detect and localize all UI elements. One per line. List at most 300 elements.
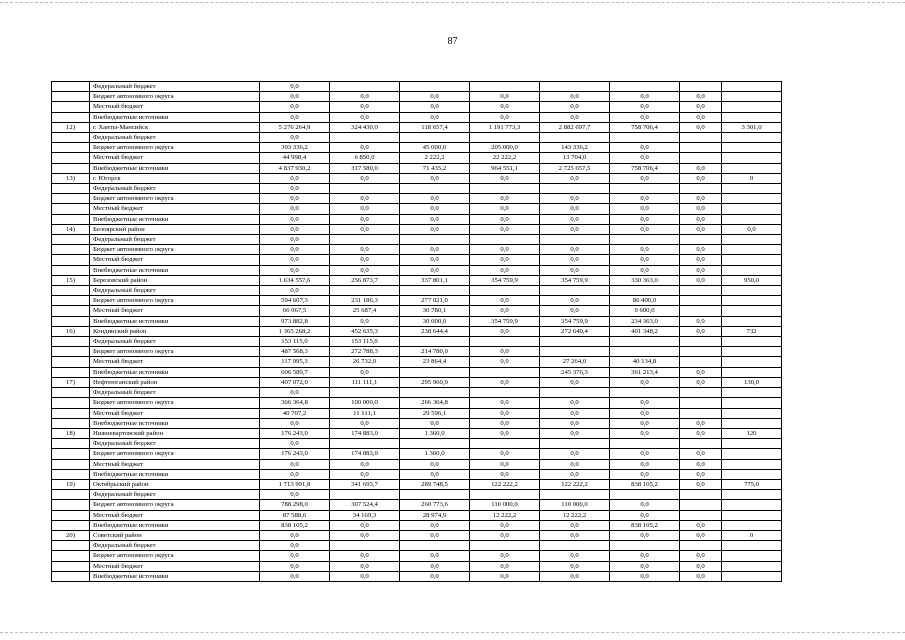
value-cell [722, 316, 782, 326]
row-number-cell [52, 133, 90, 143]
table-row [52, 316, 782, 326]
row-name-cell: Местный бюджет [90, 459, 260, 469]
value-cell: 1 634 557,6 [260, 275, 330, 285]
value-cell: 0,0 [680, 255, 722, 265]
value-cell [680, 510, 722, 520]
row-number-cell [52, 235, 90, 245]
value-cell: 0,0 [540, 296, 610, 306]
row-number-cell [52, 337, 90, 347]
value-cell: 0,0 [330, 245, 400, 255]
value-cell [722, 306, 782, 316]
value-cell: 0,0 [610, 428, 680, 438]
table-row [52, 530, 782, 540]
value-cell: 0,0 [680, 326, 722, 336]
row-name-cell: Бюджет автономного округа [90, 347, 260, 357]
table-row [52, 520, 782, 530]
value-cell: 3 301,0 [722, 122, 782, 132]
value-cell: 0,0 [722, 224, 782, 234]
row-number-cell [52, 459, 90, 469]
value-cell [400, 184, 470, 194]
value-cell: 12 222,2 [470, 510, 540, 520]
row-number-cell [52, 286, 90, 296]
row-name-cell: Внебюджетные источники [90, 265, 260, 275]
table-row [52, 449, 782, 459]
value-cell: 0,0 [470, 571, 540, 581]
value-cell: 0,0 [610, 469, 680, 479]
row-number-cell [52, 469, 90, 479]
value-cell: 0,0 [400, 551, 470, 561]
value-cell [610, 235, 680, 245]
value-cell: 758 706,4 [610, 122, 680, 132]
value-cell: 0,0 [330, 92, 400, 102]
value-cell: 0,0 [540, 173, 610, 183]
value-cell: 0,0 [610, 102, 680, 112]
value-cell: 1 360,0 [400, 449, 470, 459]
value-cell: 0,0 [680, 163, 722, 173]
value-cell: 0,0 [330, 194, 400, 204]
value-cell: 110 000,0 [540, 500, 610, 510]
value-cell: 354 759,9 [540, 275, 610, 285]
value-cell: 337 801,1 [400, 275, 470, 285]
value-cell: 143 336,2 [540, 143, 610, 153]
value-cell [400, 490, 470, 500]
table-row [52, 357, 782, 367]
value-cell: 0,0 [540, 520, 610, 530]
row-number-cell [52, 449, 90, 459]
value-cell: 0,0 [470, 245, 540, 255]
row-name-cell: Федеральный бюджет [90, 388, 260, 398]
value-cell: 0,0 [260, 112, 330, 122]
row-name-cell: Белоярский район [90, 224, 260, 234]
row-number-cell [52, 347, 90, 357]
value-cell: 0,0 [610, 143, 680, 153]
value-cell: 0,0 [680, 102, 722, 112]
value-cell [540, 286, 610, 296]
value-cell: 0,0 [400, 204, 470, 214]
value-cell: 0,0 [610, 459, 680, 469]
value-cell [680, 439, 722, 449]
value-cell [470, 235, 540, 245]
value-cell [330, 388, 400, 398]
value-cell: 0,0 [680, 428, 722, 438]
value-cell [722, 214, 782, 224]
row-name-cell: Бюджет автономного округа [90, 143, 260, 153]
value-cell: 0,0 [400, 112, 470, 122]
value-cell [722, 490, 782, 500]
value-cell: 0,0 [610, 92, 680, 102]
value-cell: 758 706,4 [610, 163, 680, 173]
value-cell: 0,0 [260, 571, 330, 581]
value-cell: 0,0 [470, 214, 540, 224]
value-cell: 0,0 [330, 316, 400, 326]
table-row [52, 541, 782, 551]
value-cell: 0,0 [400, 245, 470, 255]
value-cell: 26 732,0 [330, 357, 400, 367]
value-cell [610, 82, 680, 92]
table-row [52, 367, 782, 377]
value-cell [400, 82, 470, 92]
value-cell: 0,0 [540, 551, 610, 561]
value-cell: 0,0 [260, 439, 330, 449]
value-cell: 0,0 [260, 102, 330, 112]
value-cell [722, 388, 782, 398]
table-body [52, 82, 782, 582]
value-cell: 0,0 [470, 112, 540, 122]
value-cell [722, 357, 782, 367]
value-cell: 0,0 [470, 204, 540, 214]
value-cell: 1 713 991,8 [260, 479, 330, 489]
scan-bottom-edge [0, 632, 905, 633]
value-cell [610, 388, 680, 398]
value-cell: 0,0 [610, 194, 680, 204]
value-cell [680, 398, 722, 408]
table-row [52, 428, 782, 438]
value-cell: 0,0 [610, 398, 680, 408]
row-name-cell: Бюджет автономного округа [90, 296, 260, 306]
value-cell: 324 430,0 [330, 122, 400, 132]
value-cell: 2 222,2 [400, 153, 470, 163]
value-cell: 0,0 [540, 102, 610, 112]
table-row [52, 153, 782, 163]
row-number-cell [52, 408, 90, 418]
value-cell: 0,0 [260, 194, 330, 204]
value-cell: 330 363,0 [610, 275, 680, 285]
row-number-cell [52, 102, 90, 112]
value-cell: 0,0 [330, 418, 400, 428]
value-cell: 0,0 [260, 133, 330, 143]
value-cell: 2 882 697,7 [540, 122, 610, 132]
value-cell: 0,0 [540, 255, 610, 265]
table-row [52, 439, 782, 449]
value-cell: 234 363,0 [610, 316, 680, 326]
table-row [52, 347, 782, 357]
table-row [52, 143, 782, 153]
value-cell: 44 998,4 [260, 153, 330, 163]
value-cell [610, 133, 680, 143]
value-cell [722, 500, 782, 510]
row-number-cell [52, 500, 90, 510]
row-name-cell: Бюджет автономного округа [90, 551, 260, 561]
value-cell: 40 134,8 [610, 357, 680, 367]
row-number-cell [52, 194, 90, 204]
value-cell: 30 000,0 [400, 316, 470, 326]
value-cell: 34 169,3 [330, 510, 400, 520]
row-number-cell [52, 163, 90, 173]
value-cell: 0,0 [260, 245, 330, 255]
value-cell: 13 704,0 [540, 153, 610, 163]
value-cell: 0,0 [610, 377, 680, 387]
value-cell [470, 82, 540, 92]
value-cell: 0,0 [400, 92, 470, 102]
value-cell [680, 408, 722, 418]
value-cell: 0,0 [260, 469, 330, 479]
row-name-cell: Местный бюджет [90, 102, 260, 112]
value-cell: 341 693,7 [330, 479, 400, 489]
value-cell: 0,0 [260, 82, 330, 92]
row-name-cell: Местный бюджет [90, 153, 260, 163]
value-cell [722, 469, 782, 479]
value-cell [470, 133, 540, 143]
value-cell: 606 589,7 [260, 367, 330, 377]
value-cell [400, 133, 470, 143]
value-cell: 205 000,0 [470, 143, 540, 153]
value-cell [400, 286, 470, 296]
table-row [52, 224, 782, 234]
row-number-cell [52, 520, 90, 530]
budget-table [51, 81, 782, 582]
value-cell: 0,0 [260, 388, 330, 398]
row-number-cell: 18) [52, 428, 90, 438]
value-cell: 0,0 [680, 469, 722, 479]
row-name-cell: Внебюджетные источники [90, 520, 260, 530]
value-cell: 0,0 [260, 561, 330, 571]
value-cell [680, 388, 722, 398]
value-cell: 366 364,8 [260, 398, 330, 408]
row-number-cell: 14) [52, 224, 90, 234]
value-cell: 0,0 [680, 214, 722, 224]
table-row [52, 500, 782, 510]
value-cell [722, 286, 782, 296]
value-cell: 0,0 [470, 449, 540, 459]
value-cell [680, 347, 722, 357]
table-row [52, 286, 782, 296]
value-cell: 0,0 [470, 255, 540, 265]
value-cell [680, 133, 722, 143]
row-name-cell: Внебюджетные источники [90, 112, 260, 122]
value-cell: 0,0 [610, 561, 680, 571]
value-cell: 0,0 [260, 92, 330, 102]
value-cell: 393 336,2 [260, 143, 330, 153]
table-row [52, 377, 782, 387]
value-cell [680, 296, 722, 306]
table-row [52, 326, 782, 336]
value-cell [470, 286, 540, 296]
value-cell [722, 398, 782, 408]
value-cell: 0,0 [680, 275, 722, 285]
value-cell: 0,0 [260, 490, 330, 500]
row-number-cell: 12) [52, 122, 90, 132]
value-cell: 27 264,0 [540, 357, 610, 367]
value-cell [470, 367, 540, 377]
value-cell: 29 596,1 [400, 408, 470, 418]
value-cell: 110 000,0 [470, 500, 540, 510]
value-cell: 0,0 [400, 530, 470, 540]
value-cell: 0,0 [400, 194, 470, 204]
row-name-cell: Внебюджетные источники [90, 571, 260, 581]
row-number-cell [52, 439, 90, 449]
value-cell [400, 439, 470, 449]
row-name-cell: Внебюджетные источники [90, 214, 260, 224]
value-cell: 0,0 [260, 551, 330, 561]
table-row [52, 510, 782, 520]
value-cell [722, 561, 782, 571]
value-cell: 100 000,0 [330, 398, 400, 408]
row-name-cell: Кондинский район [90, 326, 260, 336]
table-row [52, 265, 782, 275]
value-cell [722, 245, 782, 255]
value-cell [722, 102, 782, 112]
value-cell [680, 500, 722, 510]
value-cell: 0,0 [540, 245, 610, 255]
value-cell: 25 687,4 [330, 306, 400, 316]
value-cell: 0,0 [540, 459, 610, 469]
value-cell: 0,0 [540, 469, 610, 479]
value-cell: 0,0 [330, 571, 400, 581]
value-cell: 0,0 [610, 418, 680, 428]
value-cell: 0,0 [540, 92, 610, 102]
row-number-cell: 17) [52, 377, 90, 387]
table-row [52, 255, 782, 265]
row-number-cell [52, 541, 90, 551]
row-number-cell [52, 418, 90, 428]
row-number-cell [52, 296, 90, 306]
value-cell: 0,0 [260, 235, 330, 245]
value-cell [540, 388, 610, 398]
value-cell [540, 184, 610, 194]
table-row [52, 337, 782, 347]
row-number-cell: 16) [52, 326, 90, 336]
value-cell [400, 337, 470, 347]
value-cell [722, 255, 782, 265]
value-cell [680, 337, 722, 347]
value-cell: 0,0 [680, 479, 722, 489]
value-cell: 0,0 [680, 377, 722, 387]
value-cell [540, 337, 610, 347]
table-row [52, 469, 782, 479]
value-cell: 0,0 [400, 265, 470, 275]
value-cell: 0,0 [260, 530, 330, 540]
value-cell: 66 067,5 [260, 306, 330, 316]
value-cell: 0,0 [470, 469, 540, 479]
value-cell: 0,0 [470, 296, 540, 306]
value-cell: 86 400,0 [610, 296, 680, 306]
value-cell: 0,0 [330, 530, 400, 540]
value-cell: 0,0 [470, 561, 540, 571]
value-cell: 40 707,2 [260, 408, 330, 418]
value-cell: 30 780,1 [400, 306, 470, 316]
table-row [52, 398, 782, 408]
value-cell: 0,0 [680, 194, 722, 204]
value-cell: 260 773,6 [400, 500, 470, 510]
value-cell: 0,0 [330, 214, 400, 224]
value-cell: 0,0 [680, 530, 722, 540]
table-row [52, 112, 782, 122]
table-row [52, 204, 782, 214]
value-cell: 0,0 [470, 428, 540, 438]
value-cell: 0,0 [540, 561, 610, 571]
value-cell: 0,0 [680, 551, 722, 561]
value-cell: 122 222,2 [470, 479, 540, 489]
value-cell [470, 541, 540, 551]
value-cell: 0,0 [330, 102, 400, 112]
row-name-cell: Федеральный бюджет [90, 235, 260, 245]
row-name-cell: Местный бюджет [90, 204, 260, 214]
value-cell: 0,0 [260, 224, 330, 234]
value-cell [680, 541, 722, 551]
value-cell: 0,0 [330, 469, 400, 479]
value-cell: 0,0 [540, 112, 610, 122]
row-number-cell [52, 510, 90, 520]
value-cell: 401 348,2 [610, 326, 680, 336]
value-cell [330, 286, 400, 296]
value-cell: 176 243,0 [260, 449, 330, 459]
value-cell [680, 286, 722, 296]
value-cell [610, 184, 680, 194]
value-cell [722, 143, 782, 153]
value-cell: 0,0 [680, 520, 722, 530]
value-cell: 214 780,0 [400, 347, 470, 357]
value-cell: 45 000,0 [400, 143, 470, 153]
value-cell: 0,0 [400, 561, 470, 571]
value-cell: 266 364,8 [400, 398, 470, 408]
value-cell: 0,0 [470, 265, 540, 275]
value-cell: 0,0 [610, 255, 680, 265]
row-name-cell: Бюджет автономного округа [90, 92, 260, 102]
table-row [52, 82, 782, 92]
value-cell [330, 541, 400, 551]
value-cell: 0,0 [330, 367, 400, 377]
value-cell: 0,0 [540, 530, 610, 540]
value-cell: 0,0 [610, 204, 680, 214]
value-cell: 0,0 [680, 459, 722, 469]
value-cell: 0,0 [470, 357, 540, 367]
row-name-cell: Местный бюджет [90, 510, 260, 520]
value-cell: 0,0 [400, 224, 470, 234]
value-cell: 11 111,1 [330, 408, 400, 418]
value-cell: 307 524,4 [330, 500, 400, 510]
value-cell: 732 [722, 326, 782, 336]
value-cell [610, 347, 680, 357]
value-cell: 0,0 [610, 530, 680, 540]
value-cell: 0,0 [610, 551, 680, 561]
value-cell [400, 541, 470, 551]
row-name-cell: г. Югорск [90, 173, 260, 183]
page-number: 87 [447, 36, 458, 47]
row-name-cell: Федеральный бюджет [90, 490, 260, 500]
value-cell: 0,0 [610, 224, 680, 234]
value-cell: 0,0 [680, 122, 722, 132]
row-name-cell: Нижневартовский район [90, 428, 260, 438]
row-name-cell: Федеральный бюджет [90, 541, 260, 551]
value-cell: 0,0 [400, 214, 470, 224]
value-cell: 0,0 [680, 316, 722, 326]
value-cell: 788 298,0 [260, 500, 330, 510]
value-cell: 0,0 [610, 112, 680, 122]
value-cell: 1 365 268,2 [260, 326, 330, 336]
value-cell [722, 459, 782, 469]
value-cell [330, 133, 400, 143]
value-cell: 0,0 [540, 408, 610, 418]
value-cell: 0,0 [680, 224, 722, 234]
value-cell: 0,0 [330, 561, 400, 571]
value-cell: 238 644,4 [400, 326, 470, 336]
value-cell: 0,0 [330, 204, 400, 214]
row-number-cell [52, 255, 90, 265]
value-cell: 838 105,2 [610, 479, 680, 489]
value-cell: 594 607,3 [260, 296, 330, 306]
value-cell [722, 367, 782, 377]
value-cell: 174 883,0 [330, 449, 400, 459]
value-cell: 0,0 [540, 418, 610, 428]
value-cell [722, 347, 782, 357]
value-cell: 0,0 [260, 459, 330, 469]
row-name-cell: Местный бюджет [90, 306, 260, 316]
value-cell: 1 191 773,3 [470, 122, 540, 132]
value-cell [540, 133, 610, 143]
value-cell: 0,0 [260, 541, 330, 551]
value-cell [330, 82, 400, 92]
table-row [52, 133, 782, 143]
